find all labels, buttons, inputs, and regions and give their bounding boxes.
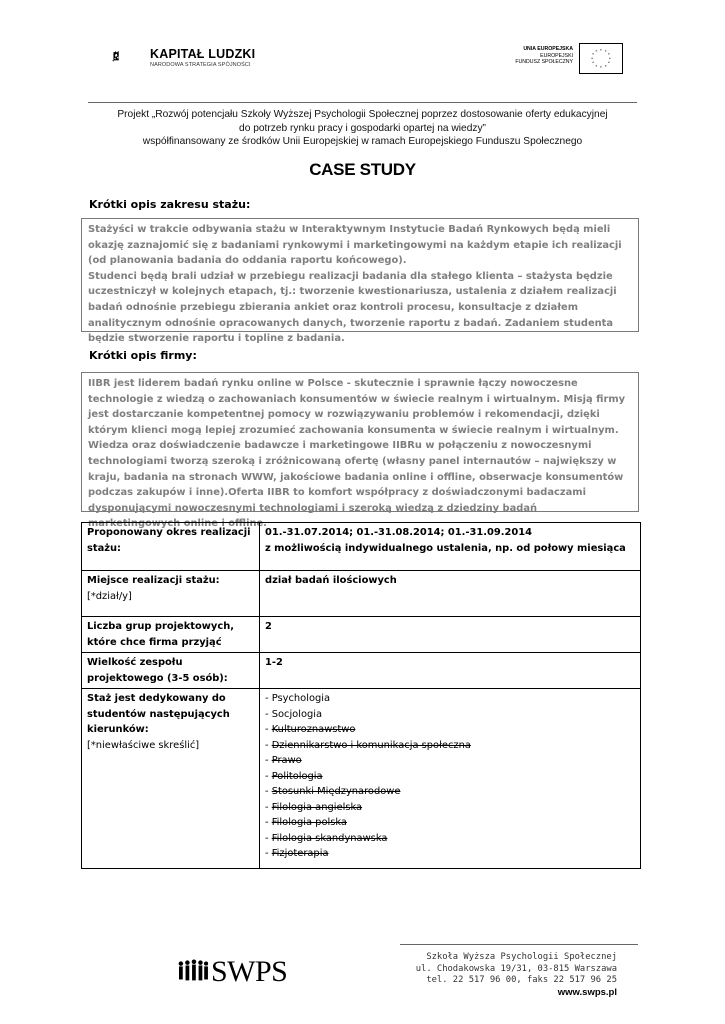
field-name: Filologia skandynawska [271, 832, 388, 844]
field-item: - Dziennikarstwo i komunikacja społeczna [265, 739, 471, 751]
period-value [260, 523, 641, 571]
fields-note: [*niewłaściwe skreślić] [87, 739, 200, 751]
groups-value: 2 [260, 617, 641, 653]
svg-text:*: * [591, 56, 594, 61]
fields-list [260, 689, 641, 869]
svg-text:*: * [595, 64, 598, 69]
project-description [88, 108, 637, 149]
scope-heading: Krótki opis zakresu stażu: [89, 198, 251, 211]
kapital-ludzki-subtitle: NARODOWA STRATEGIA SPÓJNOŚCI [150, 62, 251, 68]
kapital-ludzki-logo-icon [112, 32, 148, 80]
footer-line-3: tel. 22 517 96 00, faks 22 517 96 25 [426, 975, 617, 985]
field-name: Fizjoterapia [271, 848, 329, 859]
place-value: dział badań ilościowych [260, 571, 641, 617]
field-name: Filologia polska [271, 817, 347, 828]
eu-line-2: EUROPEJSKI [540, 52, 573, 59]
field-item: - Fizjoterapia [265, 848, 329, 859]
eu-line-1: UNIA EUROPEJSKA [523, 46, 573, 52]
table-row [82, 653, 641, 689]
groups-label: Liczba grup projektowych, które chce firma przyjąć [82, 617, 260, 653]
table-row [82, 571, 641, 617]
eu-line-3: FUNDUSZ SPOŁECZNY [515, 59, 573, 66]
svg-text:*: * [595, 49, 598, 54]
field-item: - Filologia skandynawska [265, 832, 388, 844]
field-item: - Prawo [265, 755, 302, 766]
field-name: Prawo [271, 755, 302, 766]
kapital-ludzki-title: KAPITAŁ LUDZKI [150, 47, 256, 61]
svg-text:*: * [600, 65, 602, 70]
field-item: - Kulturoznawstwo [265, 724, 356, 735]
footer-address [380, 952, 617, 998]
scope-paragraph-1: Stażyści w trakcie odbywania stażu w Interaktywnym Instytucie Badań Rynkowych będą mieli okazję zaznajomić się z badaniami rynkowymi i marketingowymi na każdym etapie ich realizacji (od planowania badania do oddania raportu końcowego). [88, 224, 622, 267]
fields-label: Staż jest dedykowany do studentów następujących kierunków: [87, 693, 230, 735]
table-row [82, 689, 641, 869]
footer-divider [400, 944, 638, 945]
svg-text:*: * [592, 52, 594, 57]
field-item: - Socjologia [265, 708, 323, 720]
svg-text:*: * [608, 61, 610, 66]
field-item: - Filologia angielska [265, 801, 363, 813]
field-item: - Stosunki Międzynarodowe [265, 786, 401, 797]
company-heading: Krótki opis firmy: [89, 349, 197, 362]
svg-text:*: * [604, 64, 607, 69]
company-box [81, 372, 639, 530]
svg-text:*: * [604, 49, 607, 54]
svg-text:*: * [608, 52, 610, 57]
period-label: Proponowany okres realizacji stażu: [82, 523, 260, 571]
footer-website-link[interactable]: www.swps.pl [557, 986, 617, 998]
internship-table [81, 522, 641, 869]
swps-logo-text: SWPS [211, 955, 288, 988]
place-label-cell [82, 571, 260, 617]
project-line-3: współfinansowany ze środków Unii Europejskiej w ramach Europejskiego Funduszu Społecznego [142, 136, 583, 147]
field-name: Dziennikarstwo i komunikacja społeczna [271, 739, 471, 751]
place-label: Miejsce realizacji stażu: [87, 575, 220, 586]
fields-label-cell [82, 689, 260, 869]
table-row [82, 617, 641, 653]
field-item: - Psychologia [265, 693, 331, 704]
field-item: - Filologia polska [265, 817, 347, 828]
eu-logo-text [505, 46, 573, 66]
swps-people-logo-icon [176, 958, 210, 986]
team-value: 1-2 [260, 653, 641, 689]
footer-line-2: ul. Chodakowska 19/31, 03-815 Warszawa [415, 963, 617, 974]
header-divider [88, 102, 637, 103]
team-label: Wielkość zespołu projektowego (3-5 osób): [82, 653, 260, 689]
page-title: CASE STUDY [309, 160, 416, 179]
field-name: Psychologia [271, 693, 331, 704]
eu-flag-icon [579, 43, 623, 74]
field-name: Socjologia [271, 708, 323, 720]
field-name: Filologia angielska [271, 801, 363, 813]
project-line-1: Projekt „Rozwój potencjału Szkoły Wyższej Psychologii Społecznej poprzez dostosowanie oferty edukacyjnej [117, 109, 608, 120]
period-value-line-1: 01.-31.07.2014; 01.-31.08.2014; 01.-31.09.2014 [265, 527, 532, 538]
scope-box [81, 218, 639, 345]
company-text: IIBR jest liderem badań rynku online w Polsce - skutecznie i sprawnie łączy nowoczesne technologie z wiedzą o zachowaniach konsumentów w świecie realnym i wirtualnym. Misją firmy jest dostarczanie kompetentnej pomocy w rozwiązywaniu problemów i rekomendacji, dzięki którym klienci mogą lepiej zrozumieć zachowania konsumenta w świecie realnym i wirtualnym. Wiedza oraz doświadczenie badawcze i marketingowe IIBRu w połączeniu z nowoczesnymi technologiami tworzą szeroką i zróżnicowaną ofertę (własny panel internautów – największy w kraju, badania na stronach WWW, jakościowe badania online i offline, obserwacje konsumentów podczas zakupów i inne).Oferta IIBR to komfort współpracy z doświadczonymi badaczami dysponującymi nowoczesnymi technologiami i szeroką wiedzą z dziedziny badań marketingowych online i offline. [88, 378, 626, 530]
svg-text:*: * [592, 61, 594, 66]
place-note: [*dział/y] [87, 590, 132, 602]
table-row [82, 523, 641, 571]
svg-text:*: * [600, 48, 602, 53]
scope-paragraph-2: Studenci będą brali udział w przebiegu realizacji badania dla stałego klienta – stażysta będzie uczestniczył w kolejnych etapach, tj.: tworzenie kwestionariusza, ustalenia z działem realizacji badań odnośnie przebiegu zbierania ankiet oraz kontroli procesu, konsultacje z działem analitycznym odnośnie opracowanych danych, tworzenie raportu z badań. Zadaniem studenta będzie stworzenie raportu i topline z badania. [88, 270, 617, 345]
svg-text:*: * [608, 56, 611, 61]
field-name: Stosunki Międzynarodowe [271, 786, 401, 797]
field-name: Politologia [271, 770, 323, 782]
footer-line-1: Szkoła Wyższa Psychologii Społecznej [426, 952, 617, 962]
project-line-2: do potrzeb rynku pracy i gospodarki opartej na wiedzy” [239, 122, 486, 134]
period-value-line-2: z możliwością indywidualnego ustalenia, np. od połowy miesiąca [265, 542, 626, 554]
field-name: Kulturoznawstwo [271, 724, 356, 735]
field-item: - Politologia [265, 770, 323, 782]
